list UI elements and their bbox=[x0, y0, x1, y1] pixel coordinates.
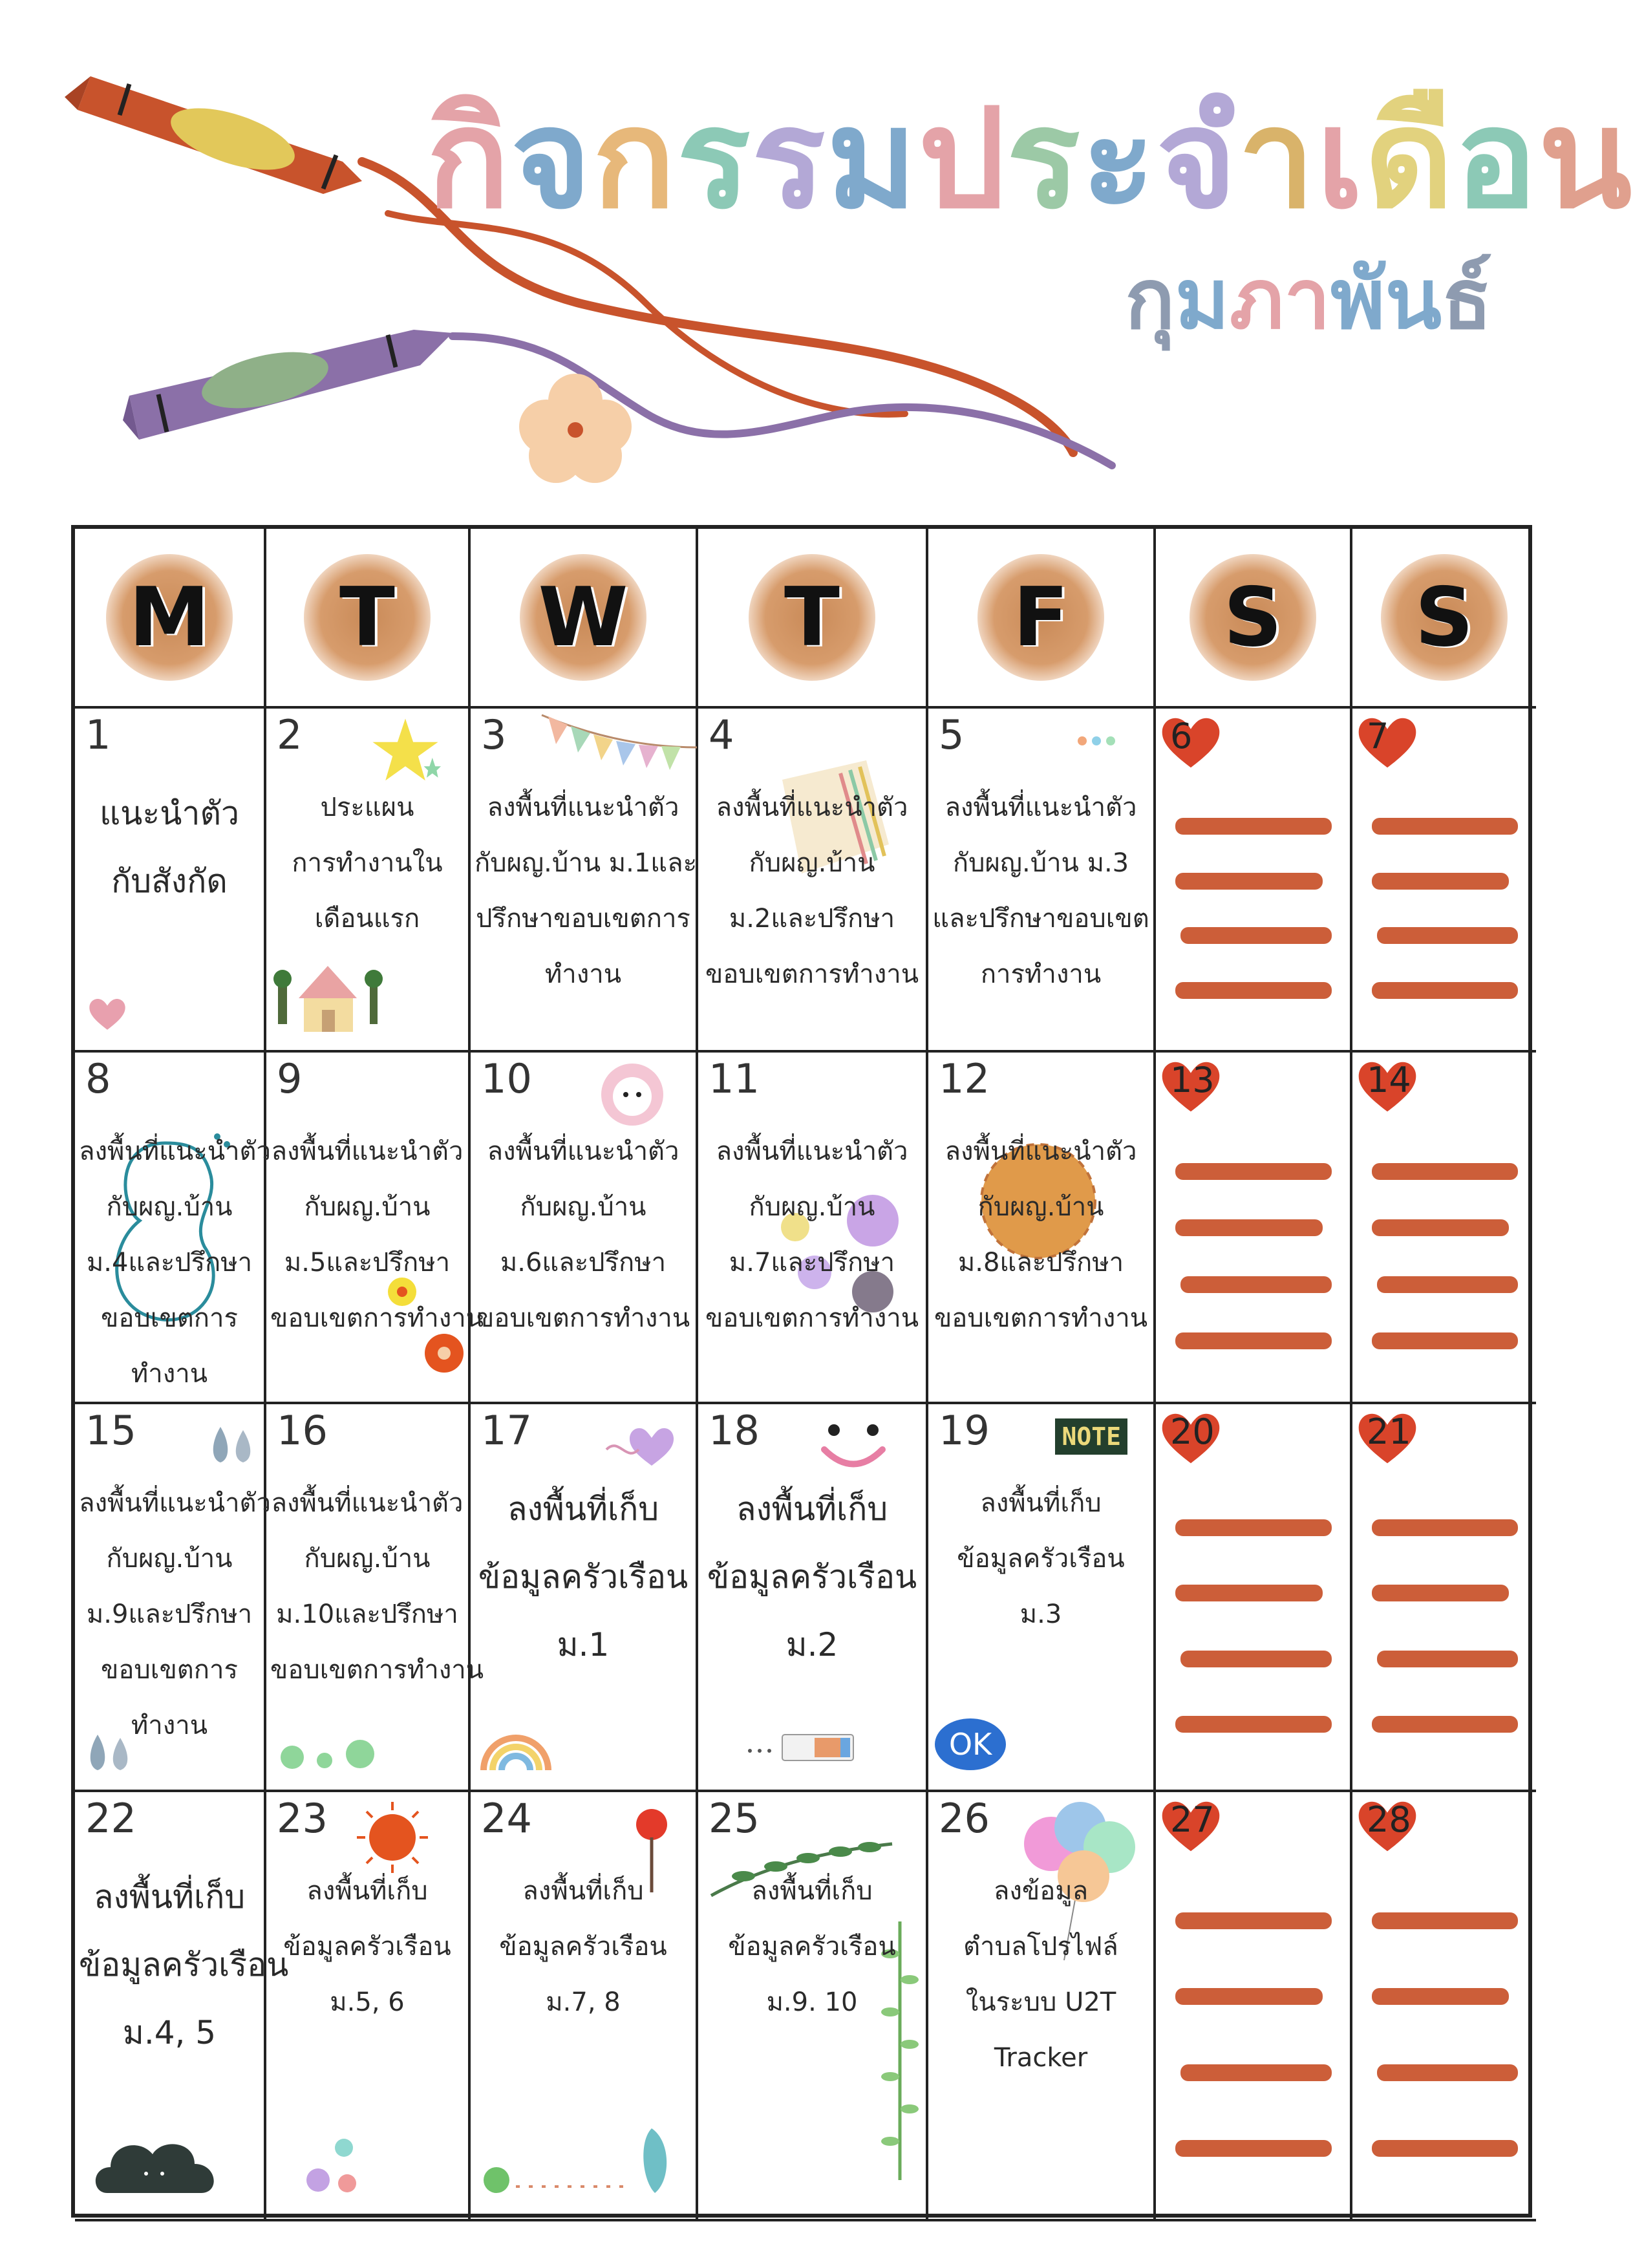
calendar-weekend-cell bbox=[1156, 1792, 1352, 2221]
calendar-day-cell bbox=[471, 1404, 698, 1792]
activity-line: ขอบเขตการทำงาน bbox=[270, 1303, 484, 1333]
activity-line: ลงพื้นที่แนะนำตัว bbox=[271, 1488, 464, 1518]
activity-line: และปรึกษาขอบเขต bbox=[932, 904, 1149, 934]
activity-line: ข้อมูลครัวเรือน bbox=[499, 1932, 667, 1962]
activity-line: ลงพื้นที่แนะนำตัว bbox=[716, 1137, 908, 1166]
activity-line: ลงพื้นที่เก็บ bbox=[306, 1876, 428, 1906]
weekend-brush-strokes bbox=[1372, 799, 1518, 1018]
subtitle-char: พั bbox=[1330, 251, 1385, 348]
day-number: 25 bbox=[709, 1795, 760, 1842]
brush-stroke bbox=[1372, 873, 1509, 890]
day-number: 20 bbox=[1170, 1411, 1215, 1452]
dots-icon bbox=[1076, 734, 1134, 747]
house-icon bbox=[273, 953, 383, 1037]
activity-line: ข้อมูลครัวเรือน bbox=[283, 1932, 451, 1962]
brush-stroke bbox=[1180, 1651, 1332, 1667]
activity-line: แนะนำตัว bbox=[99, 795, 240, 832]
weekend-brush-strokes bbox=[1372, 1143, 1518, 1369]
calendar-weekend-cell bbox=[1156, 1404, 1352, 1792]
day-number: 3 bbox=[481, 711, 507, 758]
weekend-brush-strokes bbox=[1175, 1143, 1332, 1369]
ok-speech-bubble: OK bbox=[935, 1718, 1006, 1770]
calendar-weekend-cell bbox=[1352, 1053, 1536, 1404]
activity-text bbox=[79, 1863, 289, 2067]
activity-line: กับผญ.บ้าน bbox=[304, 1192, 431, 1222]
calendar-weekend-cell bbox=[1352, 709, 1536, 1053]
heart-icon bbox=[88, 996, 127, 1031]
subtitle-char: า bbox=[1284, 251, 1331, 348]
activity-line: ประแผน bbox=[320, 793, 414, 822]
calendar-day-cell bbox=[75, 1404, 271, 1792]
day-number: 10 bbox=[481, 1055, 532, 1102]
calendar-day-cell bbox=[471, 709, 698, 1053]
title-char: ป bbox=[918, 79, 1007, 239]
activity-text bbox=[79, 1475, 271, 1753]
title-char: จํ bbox=[1156, 79, 1238, 239]
activity-line: ม.5, 6 bbox=[330, 1987, 405, 2017]
activity-line: ตำบลโปรไฟล์ bbox=[963, 1932, 1118, 1962]
activity-line: ทำงาน bbox=[544, 959, 622, 989]
brush-stroke bbox=[1175, 873, 1323, 890]
calendar-day-cell bbox=[928, 1053, 1156, 1404]
weekend-brush-strokes bbox=[1372, 1495, 1518, 1757]
activity-line: ลงพื้นที่แนะนำตัว bbox=[79, 1137, 271, 1166]
brush-stroke bbox=[1175, 818, 1332, 835]
day-number: 15 bbox=[85, 1407, 136, 1454]
brush-stroke bbox=[1175, 1219, 1323, 1236]
battery-icon bbox=[743, 1725, 860, 1764]
title-char: ก bbox=[592, 79, 677, 239]
activity-line: กับผญ.บ้าน bbox=[106, 1192, 233, 1222]
brush-stroke bbox=[1180, 1276, 1332, 1293]
activity-text bbox=[702, 780, 922, 1002]
activity-line: ลงพื้นที่เก็บ bbox=[507, 1490, 659, 1528]
drops-icon bbox=[204, 1424, 256, 1469]
title-char: ร bbox=[676, 79, 752, 239]
brush-stroke bbox=[1175, 1716, 1332, 1733]
calendar-day-cell bbox=[266, 1404, 484, 1792]
weekend-brush-strokes bbox=[1175, 799, 1332, 1018]
day-number: 23 bbox=[277, 1795, 328, 1842]
activity-line: ข้อมูลครัวเรือน bbox=[707, 1558, 917, 1596]
activity-line: ม.4และปรึกษา bbox=[86, 1248, 253, 1278]
subtitle-char: ธ์ bbox=[1442, 251, 1493, 348]
day-number: 7 bbox=[1367, 716, 1389, 756]
rainbow-icon bbox=[477, 1725, 555, 1777]
title-char: เ bbox=[1316, 79, 1365, 239]
activity-line: กับผญ.บ้าน bbox=[520, 1192, 646, 1222]
activity-text bbox=[932, 1475, 1149, 1642]
activity-line: กับผญ.บ้าน bbox=[749, 1192, 875, 1222]
activity-line: ม.8และปรึกษา bbox=[957, 1248, 1124, 1278]
activity-text bbox=[932, 1124, 1149, 1346]
activity-line: ลงข้อมูล bbox=[993, 1876, 1089, 1906]
cat-face-icon bbox=[593, 1059, 671, 1130]
activity-line: กับผญ.บ้าน bbox=[977, 1192, 1104, 1222]
page-title bbox=[427, 79, 1633, 239]
calendar-day-cell bbox=[698, 1792, 928, 2221]
calendar-day-cell bbox=[266, 1792, 471, 2221]
activity-line: ม.7และปรึกษา bbox=[729, 1248, 895, 1278]
activity-line: ลงพื้นที่เก็บ bbox=[736, 1490, 888, 1528]
title-char: น bbox=[1538, 79, 1633, 239]
activity-text bbox=[270, 1863, 464, 2030]
day-header-label: T bbox=[784, 570, 840, 665]
subtitle-char: กุ bbox=[1125, 251, 1175, 348]
cloud-icon bbox=[88, 2128, 224, 2206]
title-char: ร bbox=[751, 79, 827, 239]
calendar-day-cell bbox=[471, 1792, 698, 2221]
weekend-brush-strokes bbox=[1175, 1495, 1332, 1757]
brush-stroke bbox=[1175, 982, 1332, 999]
activity-line: ม.9. 10 bbox=[766, 1987, 858, 2017]
activity-text bbox=[79, 780, 260, 915]
weekend-brush-strokes bbox=[1175, 1883, 1332, 2187]
activity-line: ลงพื้นที่เก็บ bbox=[93, 1878, 246, 1916]
day-header-label: S bbox=[1223, 570, 1283, 665]
calendar-day-cell bbox=[75, 709, 266, 1053]
activity-line: ขอบเขตการ bbox=[101, 1303, 238, 1333]
day-number: 28 bbox=[1367, 1799, 1411, 1840]
activity-line: ขอบเขตการทำงาน bbox=[270, 1655, 484, 1685]
leaf-icon bbox=[477, 2115, 684, 2206]
day-number: 21 bbox=[1367, 1411, 1411, 1452]
orange-crayon-icon bbox=[65, 76, 362, 194]
brush-stroke bbox=[1175, 1163, 1332, 1180]
calendar-day-cell bbox=[471, 1053, 698, 1404]
day-header-circle bbox=[106, 554, 233, 681]
day-number: 6 bbox=[1170, 716, 1193, 756]
activity-text bbox=[79, 1124, 271, 1402]
activity-text bbox=[475, 1124, 692, 1346]
activity-line: ข้อมูลครัวเรือน bbox=[957, 1544, 1125, 1574]
day-number: 13 bbox=[1170, 1060, 1215, 1100]
day-number: 27 bbox=[1170, 1799, 1215, 1840]
brush-stroke bbox=[1377, 2064, 1518, 2081]
day-number: 12 bbox=[939, 1055, 990, 1102]
day-header-label: S bbox=[1414, 570, 1474, 665]
activity-line: ข้อมูลครัวเรือน bbox=[478, 1558, 688, 1596]
subtitle-char: ม bbox=[1175, 251, 1230, 348]
day-number: 2 bbox=[277, 711, 303, 758]
day-header bbox=[266, 529, 471, 709]
brush-stroke bbox=[1372, 1163, 1518, 1180]
bunting-icon bbox=[542, 709, 697, 780]
day-header-circle bbox=[1381, 554, 1508, 681]
brush-stroke bbox=[1372, 1585, 1509, 1601]
activity-line: การทำงานใน bbox=[292, 848, 443, 878]
activity-text bbox=[270, 1475, 484, 1698]
day-header-label: W bbox=[538, 570, 628, 665]
calendar-grid bbox=[71, 525, 1532, 2218]
calendar-weekend-cell bbox=[1156, 1053, 1352, 1404]
activity-line: ลงพื้นที่แนะนำตัว bbox=[716, 793, 908, 822]
activity-line: ลงพื้นที่เก็บ bbox=[751, 1876, 873, 1906]
brush-stroke bbox=[1377, 1276, 1518, 1293]
activity-line: ลงพื้นที่แนะนำตัว bbox=[945, 1137, 1137, 1166]
calendar-day-cell bbox=[266, 1053, 484, 1404]
title-char: จ bbox=[511, 79, 593, 239]
activity-line: ลงพื้นที่เก็บ bbox=[980, 1488, 1102, 1518]
day-number: 5 bbox=[939, 711, 965, 758]
day-number: 17 bbox=[481, 1407, 532, 1454]
day-number: 18 bbox=[709, 1407, 760, 1454]
day-header bbox=[1156, 529, 1352, 709]
activity-line: ลงพื้นที่แนะนำตัว bbox=[487, 793, 679, 822]
day-header-circle bbox=[520, 554, 646, 681]
calendar-weekend-cell bbox=[1352, 1792, 1536, 2221]
activity-line: กับผญ.บ้าน ม.3 bbox=[952, 848, 1129, 878]
day-header bbox=[471, 529, 698, 709]
activity-line: Tracker bbox=[994, 2043, 1088, 2073]
activity-text bbox=[702, 1124, 922, 1346]
calendar-day-cell bbox=[698, 1053, 928, 1404]
activity-line: ทำงาน bbox=[131, 1711, 208, 1740]
calendar-day-cell bbox=[928, 1792, 1156, 2221]
activity-line: ม.4, 5 bbox=[122, 2014, 217, 2051]
calendar-day-cell bbox=[928, 709, 1156, 1053]
calendar-day-cell bbox=[75, 1053, 271, 1404]
day-header bbox=[698, 529, 928, 709]
activity-line: ม.6และปรึกษา bbox=[500, 1248, 667, 1278]
brush-stroke bbox=[1175, 1912, 1332, 1929]
day-header-label: T bbox=[339, 570, 395, 665]
hearts-icon bbox=[292, 2135, 370, 2199]
calendar-day-cell bbox=[698, 1404, 928, 1792]
activity-line: ในระบบ U2T bbox=[965, 1987, 1116, 2017]
activity-text bbox=[932, 1863, 1149, 2086]
brush-stroke bbox=[1372, 1912, 1518, 1929]
activity-line: ม.5และปรึกษา bbox=[284, 1248, 451, 1278]
subtitle-char: น bbox=[1385, 251, 1442, 348]
calendar-weekend-cell bbox=[1156, 709, 1352, 1053]
activity-line: ลงพื้นที่แนะนำตัว bbox=[487, 1137, 679, 1166]
activity-line: กับผญ.บ้าน bbox=[304, 1544, 431, 1574]
brush-stroke bbox=[1377, 1651, 1518, 1667]
activity-line: ลงพื้นที่แนะนำตัว bbox=[271, 1137, 464, 1166]
brush-stroke bbox=[1372, 982, 1518, 999]
activity-line: ม.3 bbox=[1019, 1599, 1062, 1629]
activity-line: ขอบเขตการทำงาน bbox=[934, 1303, 1148, 1333]
day-number: 24 bbox=[481, 1795, 532, 1842]
brush-stroke bbox=[1372, 1988, 1509, 2005]
activity-line: ข้อมูลครัวเรือน bbox=[728, 1932, 896, 1962]
brush-stroke bbox=[1175, 1585, 1323, 1601]
brush-stroke bbox=[1175, 2140, 1332, 2157]
day-number: 9 bbox=[277, 1055, 303, 1102]
activity-text bbox=[475, 1863, 692, 2030]
activity-line: ขอบเขตการทำงาน bbox=[705, 1303, 919, 1333]
day-number: 1 bbox=[85, 711, 111, 758]
title-char: กิ bbox=[427, 79, 511, 239]
day-header bbox=[75, 529, 266, 709]
calendar-day-cell bbox=[698, 709, 928, 1053]
activity-line: กับผญ.บ้าน bbox=[106, 1544, 233, 1574]
activity-line: ทำงาน bbox=[131, 1359, 208, 1389]
smiley-icon bbox=[815, 1417, 892, 1475]
activity-line: ม.10และปรึกษา bbox=[276, 1599, 458, 1629]
brush-stroke bbox=[1175, 1519, 1332, 1536]
heart-icon bbox=[600, 1417, 684, 1469]
day-number: 14 bbox=[1367, 1060, 1411, 1100]
activity-line: ขอบเขตการทำงาน bbox=[476, 1303, 690, 1333]
title-char: ร bbox=[1007, 79, 1082, 239]
activity-text bbox=[270, 780, 464, 947]
calendar-day-cell bbox=[75, 1792, 289, 2221]
day-header bbox=[1352, 529, 1536, 709]
activity-text bbox=[475, 780, 698, 1002]
day-header-label: M bbox=[129, 570, 210, 665]
activity-line: การทำงาน bbox=[980, 959, 1102, 989]
activity-line: ม.9และปรึกษา bbox=[86, 1599, 253, 1629]
weekend-brush-strokes bbox=[1372, 1883, 1518, 2187]
title-char: ะ bbox=[1081, 79, 1157, 239]
calendar-weekend-cell bbox=[1352, 1404, 1536, 1792]
activity-text bbox=[702, 1863, 922, 2030]
activity-line: กับผญ.บ้าน bbox=[749, 848, 875, 878]
day-header-circle bbox=[977, 554, 1104, 681]
activity-text bbox=[932, 780, 1149, 1002]
day-header-circle bbox=[1190, 554, 1316, 681]
page-subtitle-month bbox=[1125, 251, 1493, 348]
purple-crayon-icon bbox=[123, 330, 453, 440]
day-number: 16 bbox=[277, 1407, 328, 1454]
activity-line: ข้อมูลครัวเรือน bbox=[79, 1946, 289, 1984]
day-number: 4 bbox=[709, 711, 734, 758]
brush-stroke bbox=[1372, 2140, 1518, 2157]
calendar-day-cell bbox=[928, 1404, 1156, 1792]
brush-stroke bbox=[1372, 1716, 1518, 1733]
brush-stroke bbox=[1372, 1519, 1518, 1536]
subtitle-char: ภ bbox=[1229, 251, 1285, 348]
activity-line: ลงพื้นที่แนะนำตัว bbox=[945, 793, 1137, 822]
activity-line: ม.2และปรึกษา bbox=[729, 904, 895, 934]
hearts-icon bbox=[279, 1738, 383, 1777]
day-header-label: F bbox=[1012, 570, 1069, 665]
title-char: ดื bbox=[1364, 79, 1455, 239]
brush-stroke bbox=[1180, 927, 1332, 944]
activity-line: ม.7, 8 bbox=[546, 1987, 621, 2017]
activity-line: กับผญ.บ้าน ม.1และ bbox=[475, 848, 698, 878]
day-number: 26 bbox=[939, 1795, 990, 1842]
activity-line: ลงพื้นที่เก็บ bbox=[522, 1876, 644, 1906]
activity-text bbox=[702, 1475, 922, 1679]
activity-line: ปรึกษาขอบเขตการ bbox=[476, 904, 690, 934]
calendar-day-cell bbox=[266, 709, 471, 1053]
day-number: 22 bbox=[85, 1795, 136, 1842]
day-header bbox=[928, 529, 1156, 709]
brush-stroke bbox=[1175, 1988, 1323, 2005]
day-number: 11 bbox=[709, 1055, 760, 1102]
activity-line: ขอบเขตการทำงาน bbox=[705, 959, 919, 989]
day-number: 8 bbox=[85, 1055, 111, 1102]
activity-line: ม.2 bbox=[785, 1626, 838, 1664]
brush-stroke bbox=[1180, 2064, 1332, 2081]
note-sticker: NOTE bbox=[1055, 1418, 1127, 1455]
activity-text bbox=[475, 1475, 692, 1679]
activity-line: เดือนแรก bbox=[314, 904, 420, 934]
title-char: า bbox=[1237, 79, 1317, 239]
activity-text bbox=[270, 1124, 484, 1346]
brush-stroke bbox=[1372, 1219, 1509, 1236]
brush-stroke bbox=[1372, 1332, 1518, 1349]
title-char: อ bbox=[1455, 79, 1539, 239]
activity-line: ลงพื้นที่แนะนำตัว bbox=[79, 1488, 271, 1518]
brush-stroke bbox=[1377, 927, 1518, 944]
star-icon bbox=[370, 715, 441, 786]
brush-stroke bbox=[1175, 1332, 1332, 1349]
day-header-circle bbox=[304, 554, 431, 681]
activity-line: ม.1 bbox=[557, 1626, 610, 1664]
activity-line: กับสังกัด bbox=[111, 862, 228, 900]
activity-line: ขอบเขตการ bbox=[101, 1655, 238, 1685]
brush-stroke bbox=[1372, 818, 1518, 835]
title-char: ม bbox=[826, 79, 919, 239]
day-header-circle bbox=[749, 554, 875, 681]
day-number: 19 bbox=[939, 1407, 990, 1454]
